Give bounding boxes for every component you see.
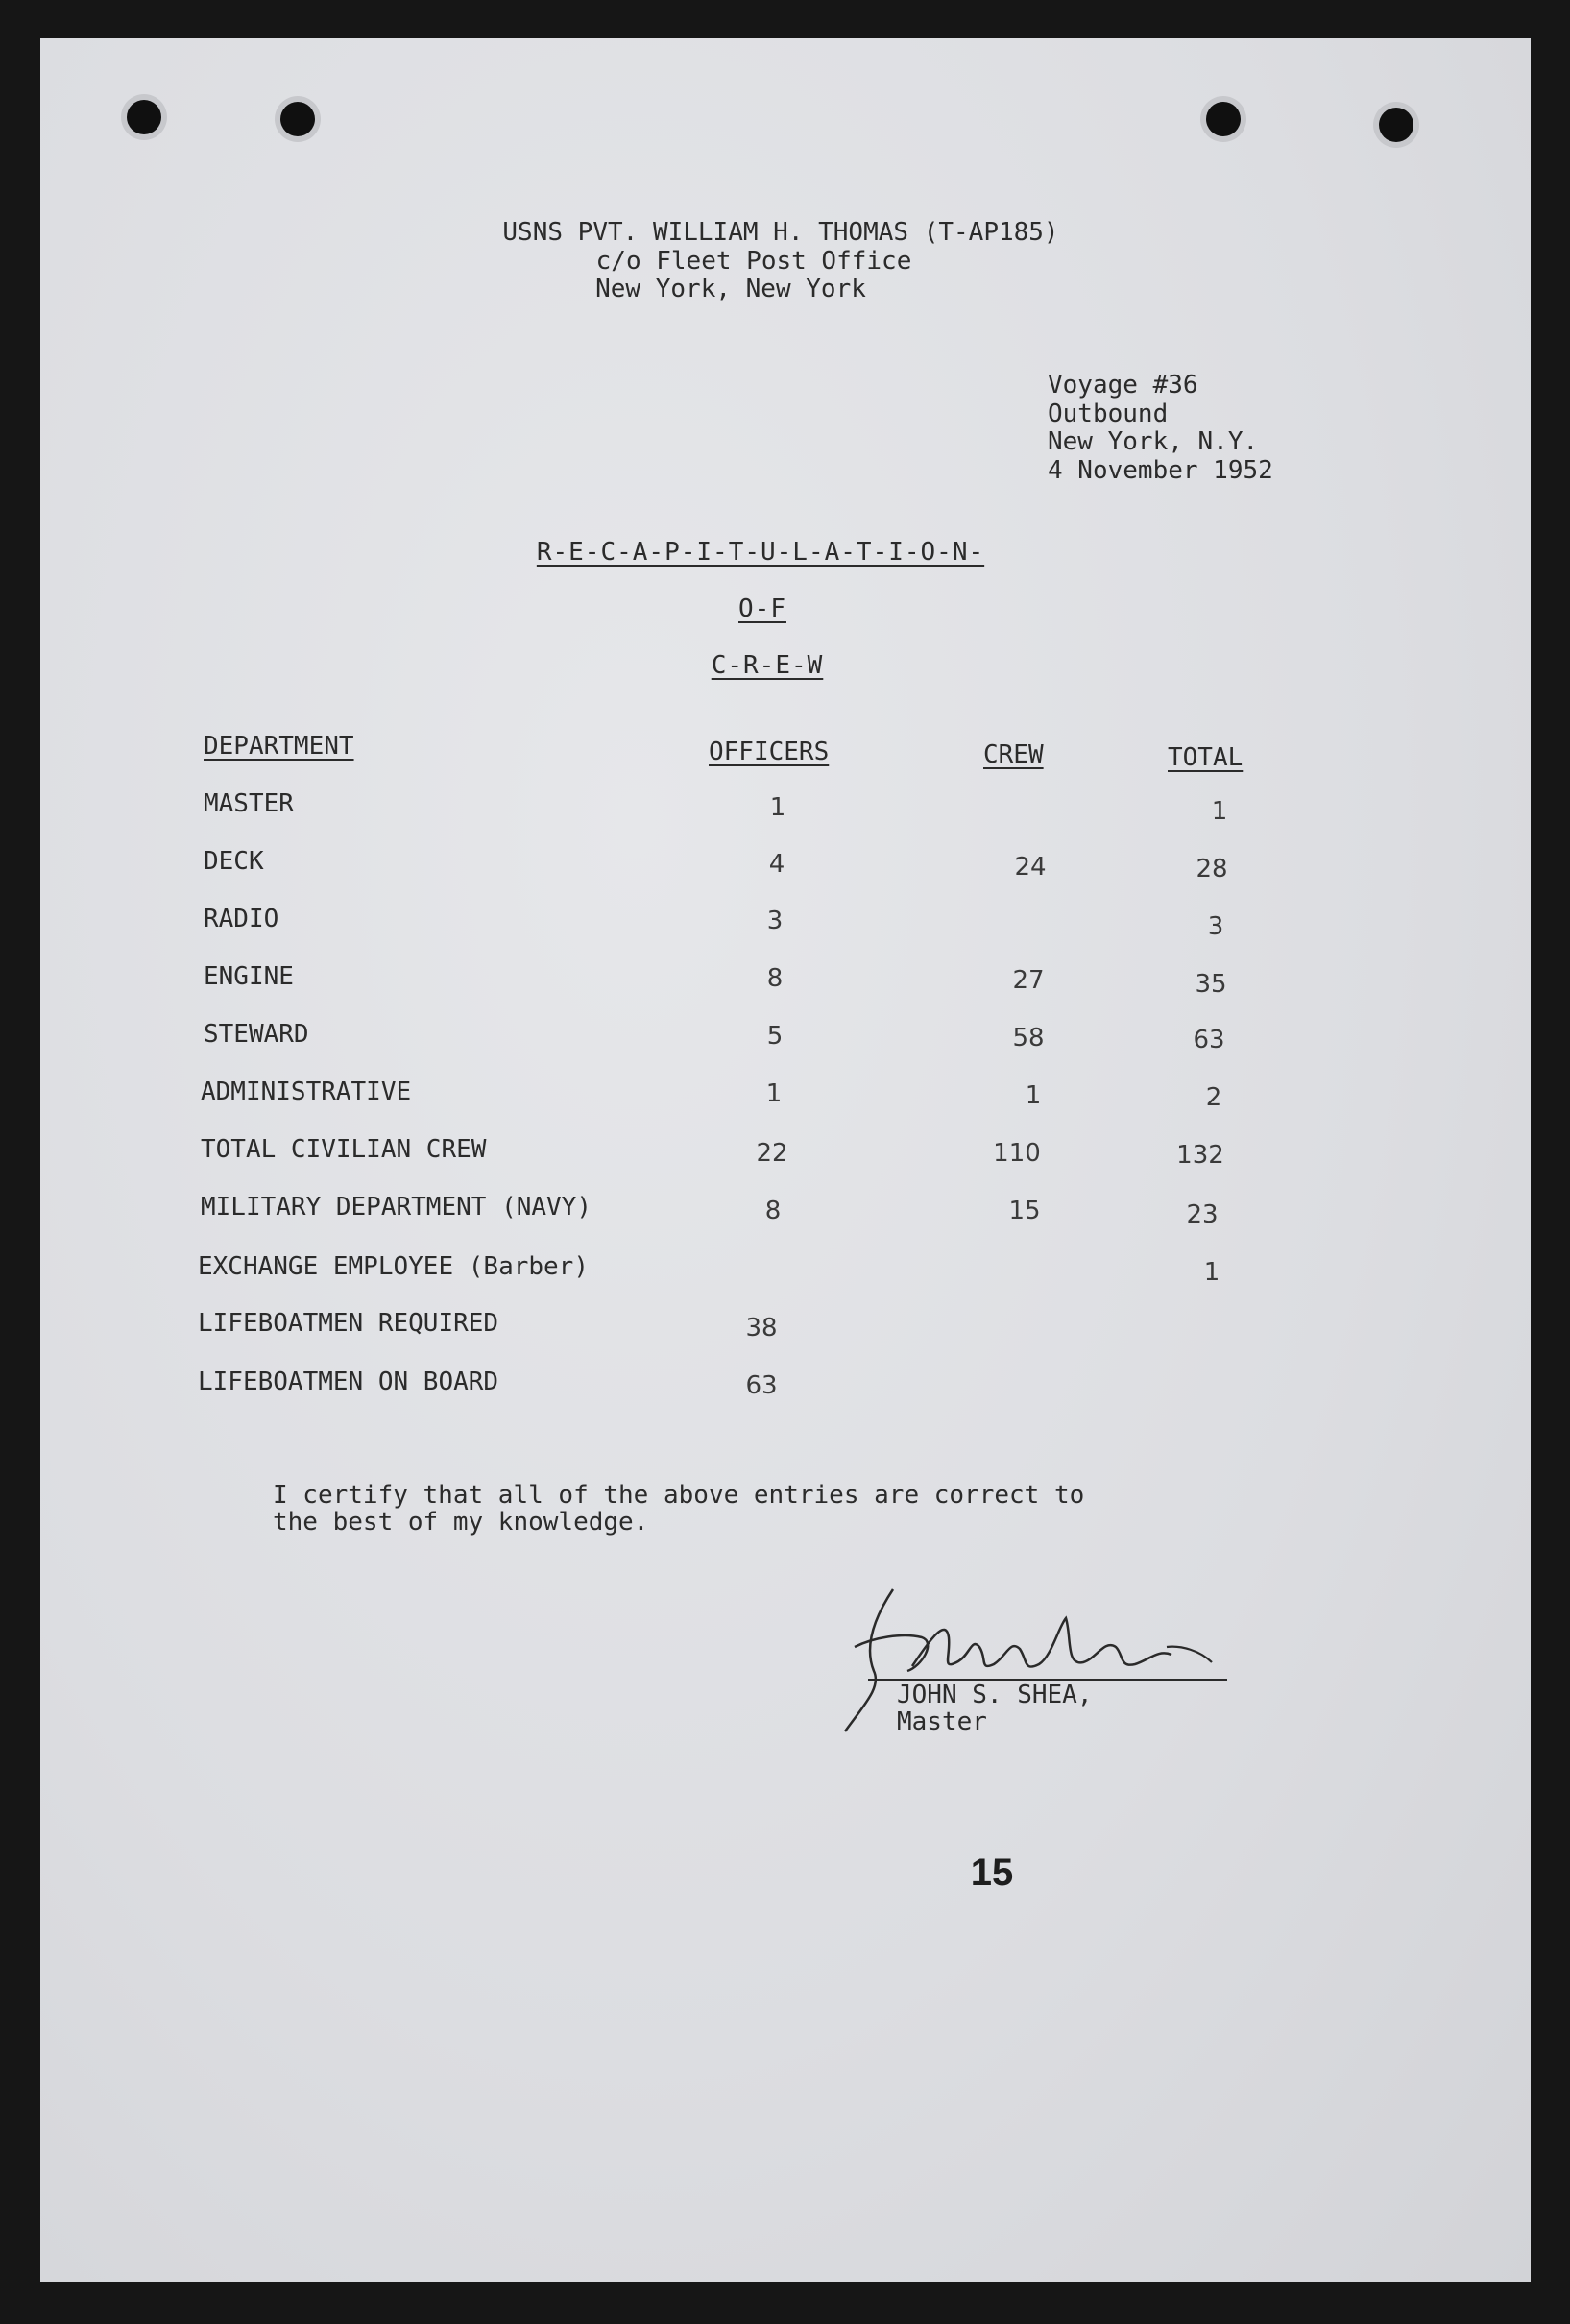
crew-cell: 27	[1012, 966, 1045, 995]
officers-cell: 8	[766, 964, 784, 993]
crew-cell: 15	[1008, 1197, 1041, 1225]
crew-cell: 24	[1014, 853, 1047, 882]
officers-cell: 1	[765, 1079, 783, 1108]
total-cell: 63	[1193, 1026, 1225, 1054]
voyage-date: 4 November 1952	[1048, 456, 1273, 485]
address-line-1: c/o Fleet Post Office	[595, 247, 912, 276]
department-cell: LIFEBOATMEN ON BOARD	[198, 1368, 499, 1396]
total-cell: 35	[1195, 970, 1227, 999]
signer-title: Master	[897, 1707, 987, 1736]
officers-cell: 1	[769, 793, 786, 822]
signer-name: JOHN S. SHEA,	[897, 1681, 1093, 1709]
page-number: 15	[970, 1852, 1014, 1894]
department-cell: STEWARD	[204, 1020, 309, 1049]
department-cell: EXCHANGE EMPLOYEE (Barber)	[198, 1252, 589, 1281]
ship-name: USNS PVT. WILLIAM H. THOMAS (T-AP185)	[502, 218, 1059, 247]
punch-hole	[280, 102, 315, 136]
header-crew: CREW	[983, 740, 1044, 769]
department-cell: ENGINE	[204, 962, 294, 991]
handwritten-signature	[835, 1580, 1239, 1743]
officers-cell: 3	[766, 907, 784, 935]
department-cell: RADIO	[204, 905, 279, 933]
total-cell: 23	[1186, 1200, 1219, 1229]
address-line-2: New York, New York	[595, 275, 866, 303]
officers-cell: 38	[745, 1314, 778, 1343]
department-cell: DECK	[204, 847, 264, 876]
voyage-direction: Outbound	[1048, 399, 1169, 428]
total-cell: 28	[1196, 855, 1228, 884]
department-cell: MILITARY DEPARTMENT (NAVY)	[201, 1193, 592, 1222]
header-department: DEPARTMENT	[204, 732, 354, 761]
title-line-2: O-F	[738, 594, 786, 623]
department-cell: ADMINISTRATIVE	[201, 1077, 412, 1106]
department-cell: TOTAL CIVILIAN CREW	[201, 1135, 487, 1164]
officers-cell: 22	[756, 1139, 788, 1168]
certification-line-1: I certify that all of the above entries are correct to	[273, 1481, 1085, 1510]
certification-line-2: the best of my knowledge.	[273, 1508, 649, 1537]
document-page	[40, 38, 1531, 2282]
officers-cell: 4	[768, 850, 785, 879]
department-cell: MASTER	[204, 789, 294, 818]
total-cell: 1	[1211, 797, 1228, 826]
officers-cell: 5	[766, 1022, 784, 1051]
officers-cell: 63	[745, 1371, 778, 1400]
title-line-3: C-R-E-W	[711, 651, 824, 680]
department-cell: LIFEBOATMEN REQUIRED	[198, 1309, 499, 1338]
punch-hole	[1379, 108, 1413, 142]
voyage-port: New York, N.Y.	[1048, 427, 1259, 456]
voyage-number: Voyage #36	[1048, 371, 1198, 399]
crew-cell: 110	[993, 1139, 1041, 1168]
title-line-1: R-E-C-A-P-I-T-U-L-A-T-I-O-N-	[536, 538, 985, 567]
total-cell: 3	[1207, 912, 1224, 941]
header-total: TOTAL	[1168, 743, 1244, 772]
punch-hole	[1206, 102, 1241, 136]
crew-cell: 1	[1025, 1081, 1042, 1110]
total-cell: 132	[1176, 1141, 1224, 1170]
punch-hole	[127, 100, 161, 134]
total-cell: 2	[1205, 1083, 1222, 1112]
header-officers: OFFICERS	[709, 738, 830, 766]
crew-cell: 58	[1012, 1024, 1045, 1053]
total-cell: 1	[1203, 1258, 1220, 1287]
officers-cell: 8	[764, 1197, 782, 1225]
